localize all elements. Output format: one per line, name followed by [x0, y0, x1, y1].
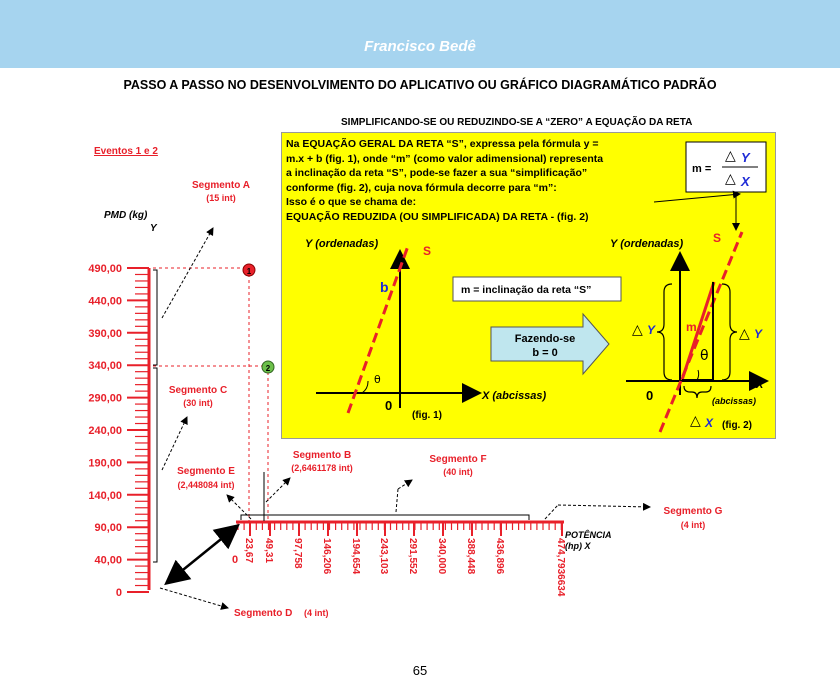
y-tick-label: 340,00	[88, 360, 122, 373]
box-line-1: Na EQUAÇÃO GERAL DA RETA “S”, expressa pela fórmula y =	[286, 138, 599, 150]
x-tick-label: 388,448	[465, 538, 476, 575]
x-tick-label: 194,654	[350, 538, 361, 575]
fig2-bottom-brace	[684, 386, 711, 398]
y-tick-label: 140,00	[88, 489, 122, 502]
arrow-line-2: b = 0	[532, 347, 558, 359]
y-tick-label: 90,00	[94, 522, 122, 535]
x-tick-label: 291,552	[407, 538, 418, 575]
segment-c-detail: (30 int)	[183, 398, 213, 408]
events-label: Eventos 1 e 2	[94, 146, 158, 157]
x-tick-label: 146,206	[321, 538, 332, 575]
y-tick-label: 440,00	[88, 295, 122, 308]
pointer-segment-d	[160, 588, 228, 608]
arrow-line-1: Fazendo-se	[514, 333, 576, 345]
fig1-y-label: Y (ordenadas)	[305, 238, 379, 250]
pointer-segment-e	[227, 495, 251, 519]
fig2-dx: X	[705, 416, 714, 430]
y-axis-ruler	[88, 263, 149, 599]
fig2-zero: 0	[646, 388, 654, 403]
formula-pointer	[654, 194, 740, 202]
fig2-x-sub: (abcissas)	[712, 396, 757, 406]
point-2-label: 2	[265, 364, 271, 373]
subtitle: SIMPLIFICANDO-SE OU REDUZINDO-SE A “ZERO” A EQUAÇÃO DA RETA	[341, 117, 693, 128]
box-line-6: EQUAÇÃO REDUZIDA (OU SIMPLIFICADA) DA RETA - (fig. 2)	[286, 210, 589, 223]
pointer-segment-g-2	[558, 505, 650, 507]
segment-d-name: Segmento D	[234, 608, 293, 619]
author-name: Francisco Bedê	[364, 38, 476, 55]
fig2-x-label: X	[756, 379, 764, 391]
y-tick-label: 240,00	[88, 425, 122, 437]
fig1-caption: (fig. 1)	[412, 410, 442, 421]
segment-a-name: Segmento A	[192, 180, 250, 191]
segment-d-detail: (4 int)	[304, 608, 329, 618]
fig2-y-label: Y (ordenadas)	[610, 238, 684, 250]
formula-m: m =	[692, 163, 712, 175]
segment-f-name: Segmento F	[429, 454, 487, 465]
segment-g-detail: (4 int)	[680, 520, 706, 530]
y-tick-label: 190,00	[88, 457, 122, 470]
fig2-left-brace	[657, 284, 672, 380]
x-axis-letter: (hp) X	[565, 541, 591, 551]
box-line-4: conforme (fig. 2), cuja nova fórmula decorre para “m”:	[286, 181, 557, 194]
segment-a-detail: (15 int)	[206, 193, 236, 203]
fig2-s-label: S	[713, 231, 722, 245]
box-line-5: Isso é o que se chama de:	[286, 196, 417, 208]
fig2-m-label: m	[686, 320, 697, 334]
pointer-segment-f-2	[398, 480, 412, 489]
x-tick-label: 436,896	[494, 538, 505, 575]
fig2-angle-arc	[697, 370, 699, 380]
fig1-zero: 0	[385, 398, 393, 413]
bracket-segment-f	[241, 515, 529, 520]
box-line-2: m.x + b (fig. 1), onde “m” (como valor adimensional) representa	[286, 152, 604, 165]
segment-b-name: Segmento B	[292, 450, 352, 461]
fig1-b-label: b	[380, 279, 389, 295]
formula-x: X	[741, 174, 750, 189]
box-line-3: a inclinação da reta “S”, pode-se fazer a sua “simplificação”	[286, 167, 588, 179]
bracket-segment-c	[153, 368, 157, 562]
pointer-segment-f-1	[396, 489, 398, 512]
page-number: 65	[412, 663, 428, 678]
delta-icon: △	[725, 171, 736, 187]
fig2-dy-right: Y	[754, 327, 763, 341]
x-tick-label: 97,758	[292, 538, 303, 569]
x-tick-label: 474,7936634	[555, 538, 566, 597]
y-axis-label: PMD (kg)	[104, 210, 148, 221]
delta-icon: △	[739, 326, 750, 342]
fig1-s-label: S	[423, 244, 432, 258]
page-title: PASSO A PASSO NO DESENVOLVIMENTO DO APLICATIVO OU GRÁFICO DIAGRAMÁTICO PADRÃO	[123, 78, 717, 92]
segment-f-detail: (40 int)	[443, 467, 473, 477]
y-axis-letter: Y	[150, 223, 157, 234]
delta-icon: △	[632, 322, 643, 338]
y-tick-label: 490,00	[88, 263, 122, 275]
x-tick-label: 243,103	[378, 538, 389, 575]
fig2-dy-left: Y	[647, 323, 656, 337]
bracket-segment-a	[153, 270, 157, 365]
x-tick-label: 340,000	[436, 538, 447, 575]
x-axis-ruler	[236, 522, 566, 597]
fig2-right-brace	[722, 284, 737, 380]
delta-icon: △	[725, 148, 736, 164]
pointer-segment-c	[162, 417, 187, 470]
y-tick-label: 290,00	[88, 392, 122, 405]
pointer-segment-g-1	[545, 505, 558, 519]
fig2-caption: (fig. 2)	[722, 420, 752, 431]
x-axis-zero: 0	[232, 554, 239, 566]
segment-b-detail: (2,6461178 int)	[291, 463, 353, 473]
y-tick-label: 0	[115, 587, 122, 599]
delta-icon: △	[690, 413, 701, 429]
segment-e-name: Segmento E	[177, 466, 235, 477]
formula-y: Y	[741, 150, 750, 165]
segment-c-name: Segmento C	[168, 385, 228, 396]
segment-e-detail: (2,448084 int)	[177, 480, 235, 490]
segment-g-name: Segmento G	[663, 506, 723, 517]
x-tick-label: 23,67	[243, 538, 254, 564]
fig2-theta: θ	[700, 348, 709, 364]
segment-d-arrow	[168, 527, 239, 582]
fig1-angle-arc	[362, 381, 368, 393]
x-axis-label: POTÊNCIA	[565, 530, 612, 540]
pointer-segment-a	[162, 228, 213, 318]
y-tick-label: 40,00	[94, 554, 122, 567]
y-tick-label: 390,00	[88, 327, 122, 340]
point-1-label: 1	[246, 267, 252, 276]
pointer-segment-b	[266, 478, 290, 502]
x-tick-label: 49,31	[263, 538, 274, 564]
fig1-theta: θ	[374, 373, 381, 386]
fig1-x-label: X (abcissas)	[482, 390, 547, 402]
m-definition: m = inclinação da reta “S”	[461, 284, 592, 296]
